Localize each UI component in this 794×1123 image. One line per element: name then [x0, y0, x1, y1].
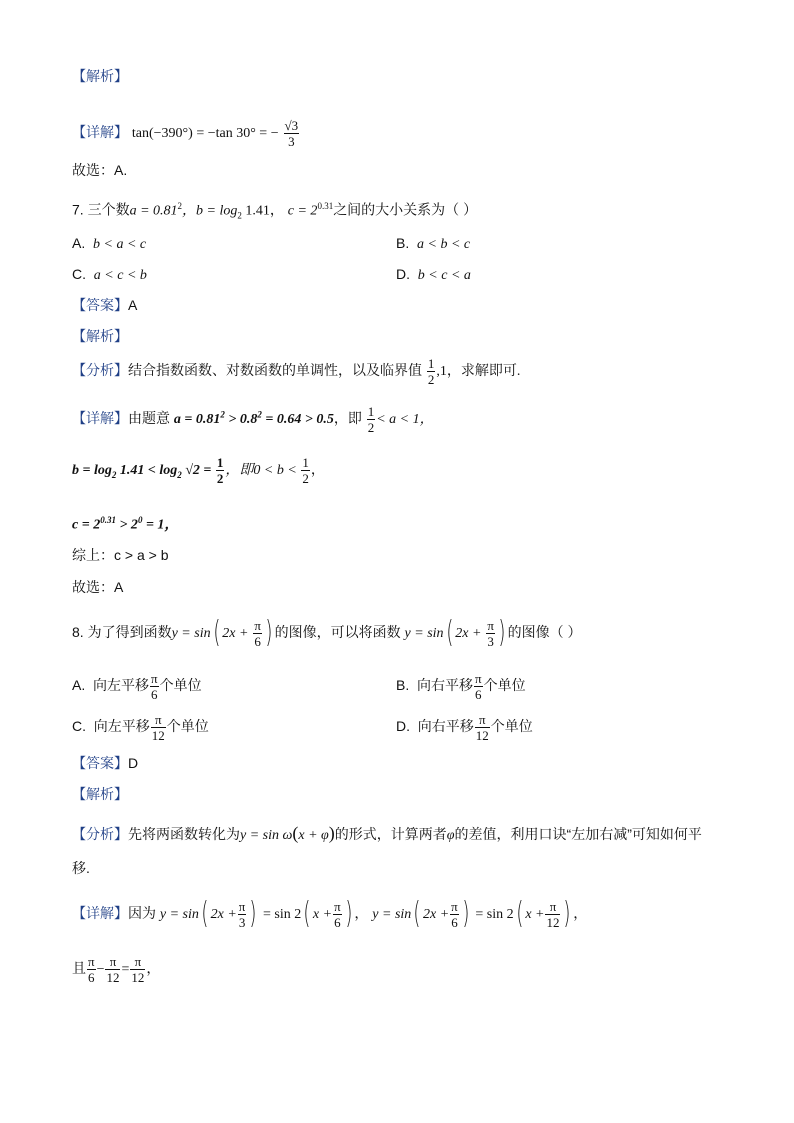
detail-q7-line3: $c = 2^{0.31} > 2^0 = 1$，: [72, 515, 179, 533]
detail-line-q6: 【详解】 tan(−390°) = −tan 30° = − $\frac{√3}{3}$: [72, 118, 299, 149]
analysis-tag-q8: 【解析】: [72, 786, 128, 802]
fenxi-q8-line2: 移.: [72, 860, 90, 876]
q8-option-d: D. 向右平移 $\frac{\pi}{12}$ 个单位: [396, 711, 533, 743]
detail-q8-line1: 【详解】因为 y = sin( 2x + $\frac{\pi}{3}$ ) = sin 2( x + $\frac{\pi}{6}$ ) ， y = sin( 2x + $\frac{\pi}{6}$ ) = sin 2( x + $\frac{\pi}{12}$ ) ，: [72, 896, 588, 932]
q8-option-c: C. 向左平移 $\frac{\pi}{12}$ 个单位: [72, 711, 209, 743]
question-8-stem: 8. 为了得到函数y = sin( 2x + $\frac{\pi}{6}$ ) 的图像，可以将函数 y = sin( 2x + $\frac{\pi}{3}$ ) 的图像（ ）: [72, 615, 582, 651]
fenxi-q7: 【分析】结合指数函数、对数函数的单调性，以及临界值 $\frac{1}{2}$ ,1，求解即可.: [72, 356, 521, 387]
fraction-sqrt3-over-3: $\frac{√3}{3}$: [284, 118, 299, 149]
q8-option-b: B. 向右平移 $\frac{\pi}{6}$ 个单位: [396, 670, 526, 702]
q8-option-a: A. 向左平移 $\frac{\pi}{6}$ 个单位: [72, 670, 202, 702]
q7-option-b: B. a < b < c: [396, 235, 471, 252]
q7-option-c: C. a < c < b: [72, 266, 147, 283]
detail-q7-line1: 【详解】由题意 $a = 0.81^2 > 0.8^2 = 0.64 > 0.5$，即 $\frac{1}{2}$ < a < 1，: [72, 404, 434, 435]
q7-option-a: A. b < a < c: [72, 235, 147, 252]
analysis-tag-q7: 【解析】: [72, 328, 128, 344]
analysis-tag-q6: 【解析】: [72, 68, 128, 84]
question-7-stem: 7. 三个数$a = 0.81^2$，$b = \log_2 1.41$， $c = 2^{0.31}$之间的大小关系为（ ）: [72, 201, 478, 221]
q7-option-d: D. b < c < a: [396, 266, 471, 283]
fenxi-q8-line1: 【分析】先将两函数转化为y = sin ω(x + φ)的形式，计算两者φ的差值，利用口诀“左加右减”可知如何平: [72, 823, 702, 843]
choose-q7: 故选：A: [72, 579, 124, 595]
summary-q7: 综上：c > a > b: [72, 547, 169, 563]
detail-q8-line2: 且 $\frac{\pi}{6}$ − $\frac{\pi}{12}$ = $\frac{\pi}{12}$ ，: [72, 953, 161, 985]
answer-q8: 【答案】D: [72, 755, 139, 771]
answer-q7: 【答案】A: [72, 297, 138, 313]
choose-q6: 故选：A.: [72, 162, 128, 178]
detail-q7-line2: $b = \log_2 1.41 < \log_2 √2$ = $\frac{1}{2}$ ，即0 < b < $\frac{1}{2}$ ，: [72, 455, 325, 486]
